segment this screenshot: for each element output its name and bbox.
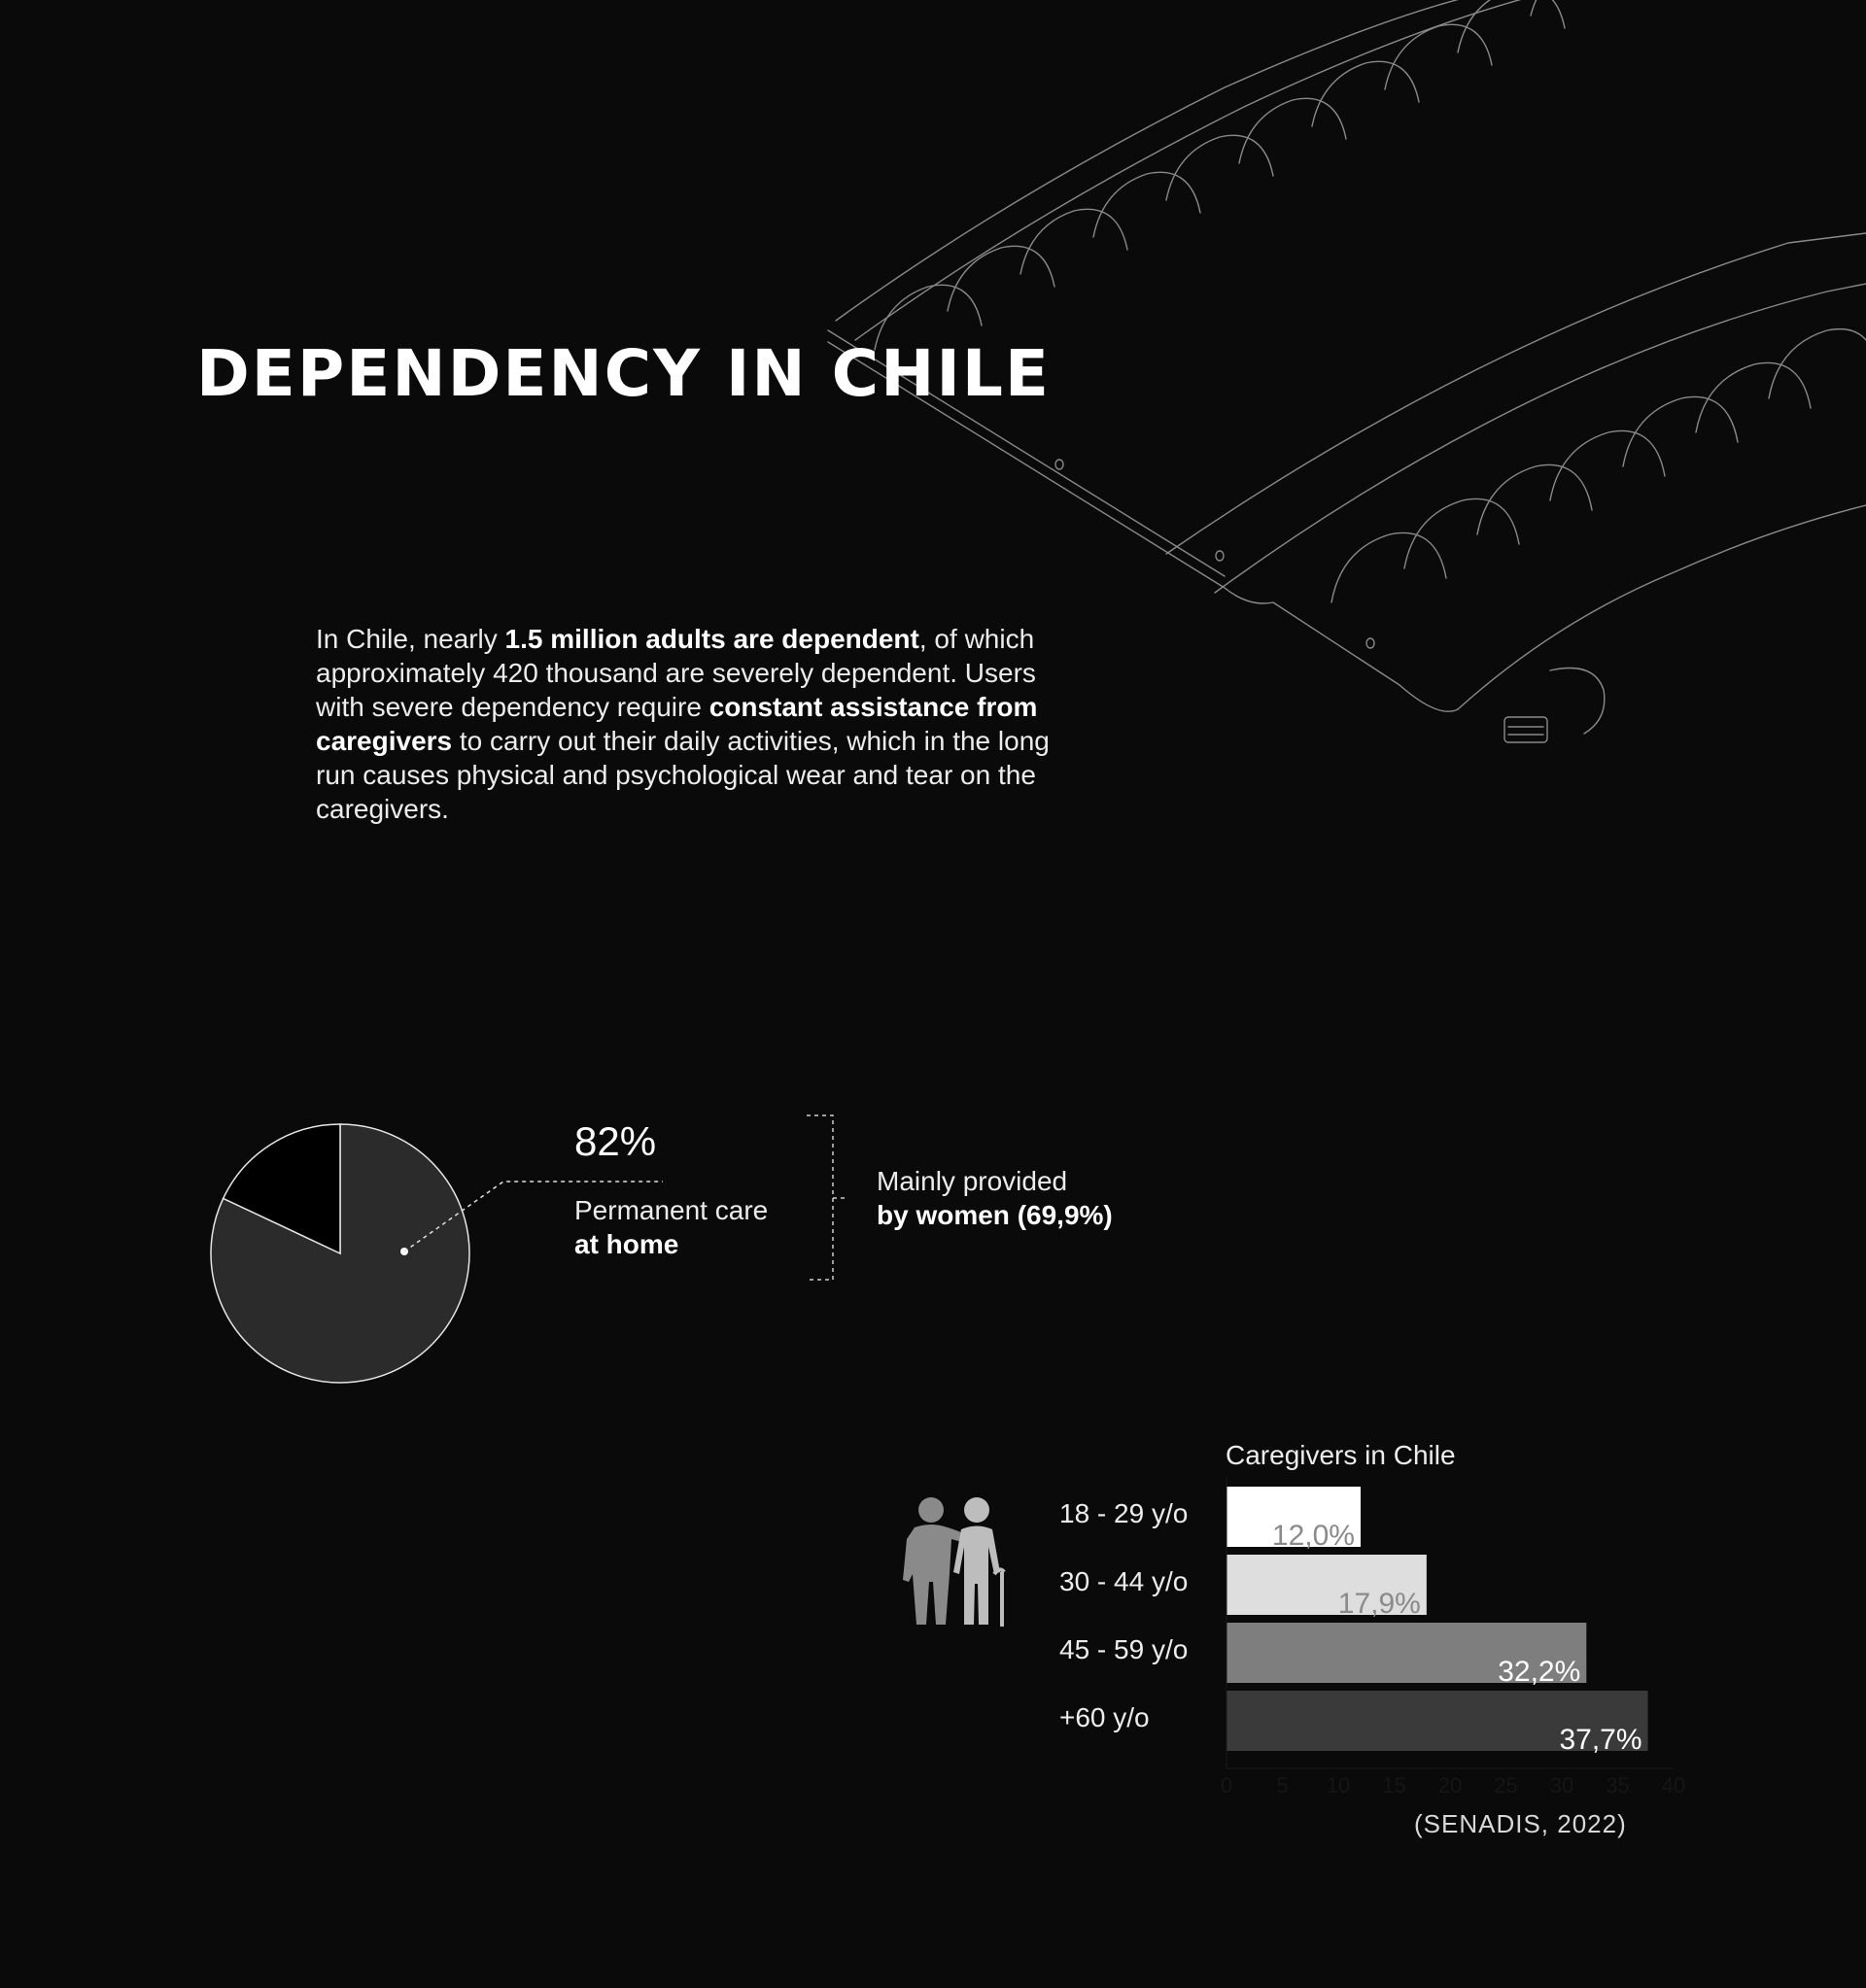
women-label-line2: by women (69,9%) bbox=[877, 1200, 1113, 1230]
home-care-label bbox=[574, 1193, 768, 1261]
x-tick-label: 5 bbox=[1276, 1773, 1289, 1798]
women-caregivers-label bbox=[877, 1164, 1113, 1232]
bar-value-label: 37,7% bbox=[1559, 1724, 1642, 1756]
bar-value-label: 32,2% bbox=[1498, 1656, 1581, 1688]
caregivers-bar-chart bbox=[1195, 1472, 1701, 1812]
home-care-percent: 82% bbox=[574, 1118, 657, 1164]
bar-value-label: 12,0% bbox=[1271, 1520, 1355, 1552]
bar-category-label: 18 - 29 y/o bbox=[1059, 1498, 1189, 1528]
bar-value-label: 17,9% bbox=[1337, 1588, 1421, 1620]
women-label-line1: Mainly provided bbox=[877, 1166, 1068, 1196]
page-title: DEPENDENCY IN CHILE bbox=[196, 336, 1052, 411]
home-care-label-line2: at home bbox=[574, 1229, 679, 1259]
x-tick-label: 0 bbox=[1220, 1773, 1233, 1798]
elderly-couple-icon bbox=[899, 1496, 1016, 1628]
x-tick-label: 20 bbox=[1437, 1773, 1463, 1798]
x-tick-label: 40 bbox=[1661, 1773, 1686, 1798]
intro-text-1: In Chile, nearly bbox=[316, 624, 505, 654]
x-tick-label: 35 bbox=[1606, 1773, 1630, 1798]
dashed-bracket bbox=[802, 1113, 850, 1283]
x-tick-label: 30 bbox=[1549, 1773, 1574, 1798]
home-care-label-line1: Permanent care bbox=[574, 1195, 769, 1225]
source-citation: (SENADIS, 2022) bbox=[1414, 1809, 1627, 1838]
intro-text-2: , of which approximately 420 thousand are severely dependent. Users with severe dependency require bbox=[316, 624, 1036, 722]
x-tick-label: 10 bbox=[1326, 1773, 1351, 1798]
bar-category-label: 45 - 59 y/o bbox=[1059, 1634, 1189, 1664]
bar-category-label: +60 y/o bbox=[1059, 1702, 1150, 1732]
x-tick-label: 25 bbox=[1494, 1773, 1518, 1798]
intro-highlight-2: constant assistance from caregivers bbox=[316, 692, 1038, 756]
intro-paragraph bbox=[316, 622, 1054, 826]
bar-chart-title: Caregivers in Chile bbox=[1226, 1440, 1456, 1470]
bar-category-label: 30 - 44 y/o bbox=[1059, 1566, 1189, 1596]
intro-highlight-1: 1.5 million adults are dependent bbox=[504, 624, 919, 654]
intro-text-3: to carry out their daily activities, which in the long run causes physical and psychological wear and tear on the caregivers. bbox=[316, 726, 1050, 824]
x-tick-label: 15 bbox=[1382, 1773, 1406, 1798]
